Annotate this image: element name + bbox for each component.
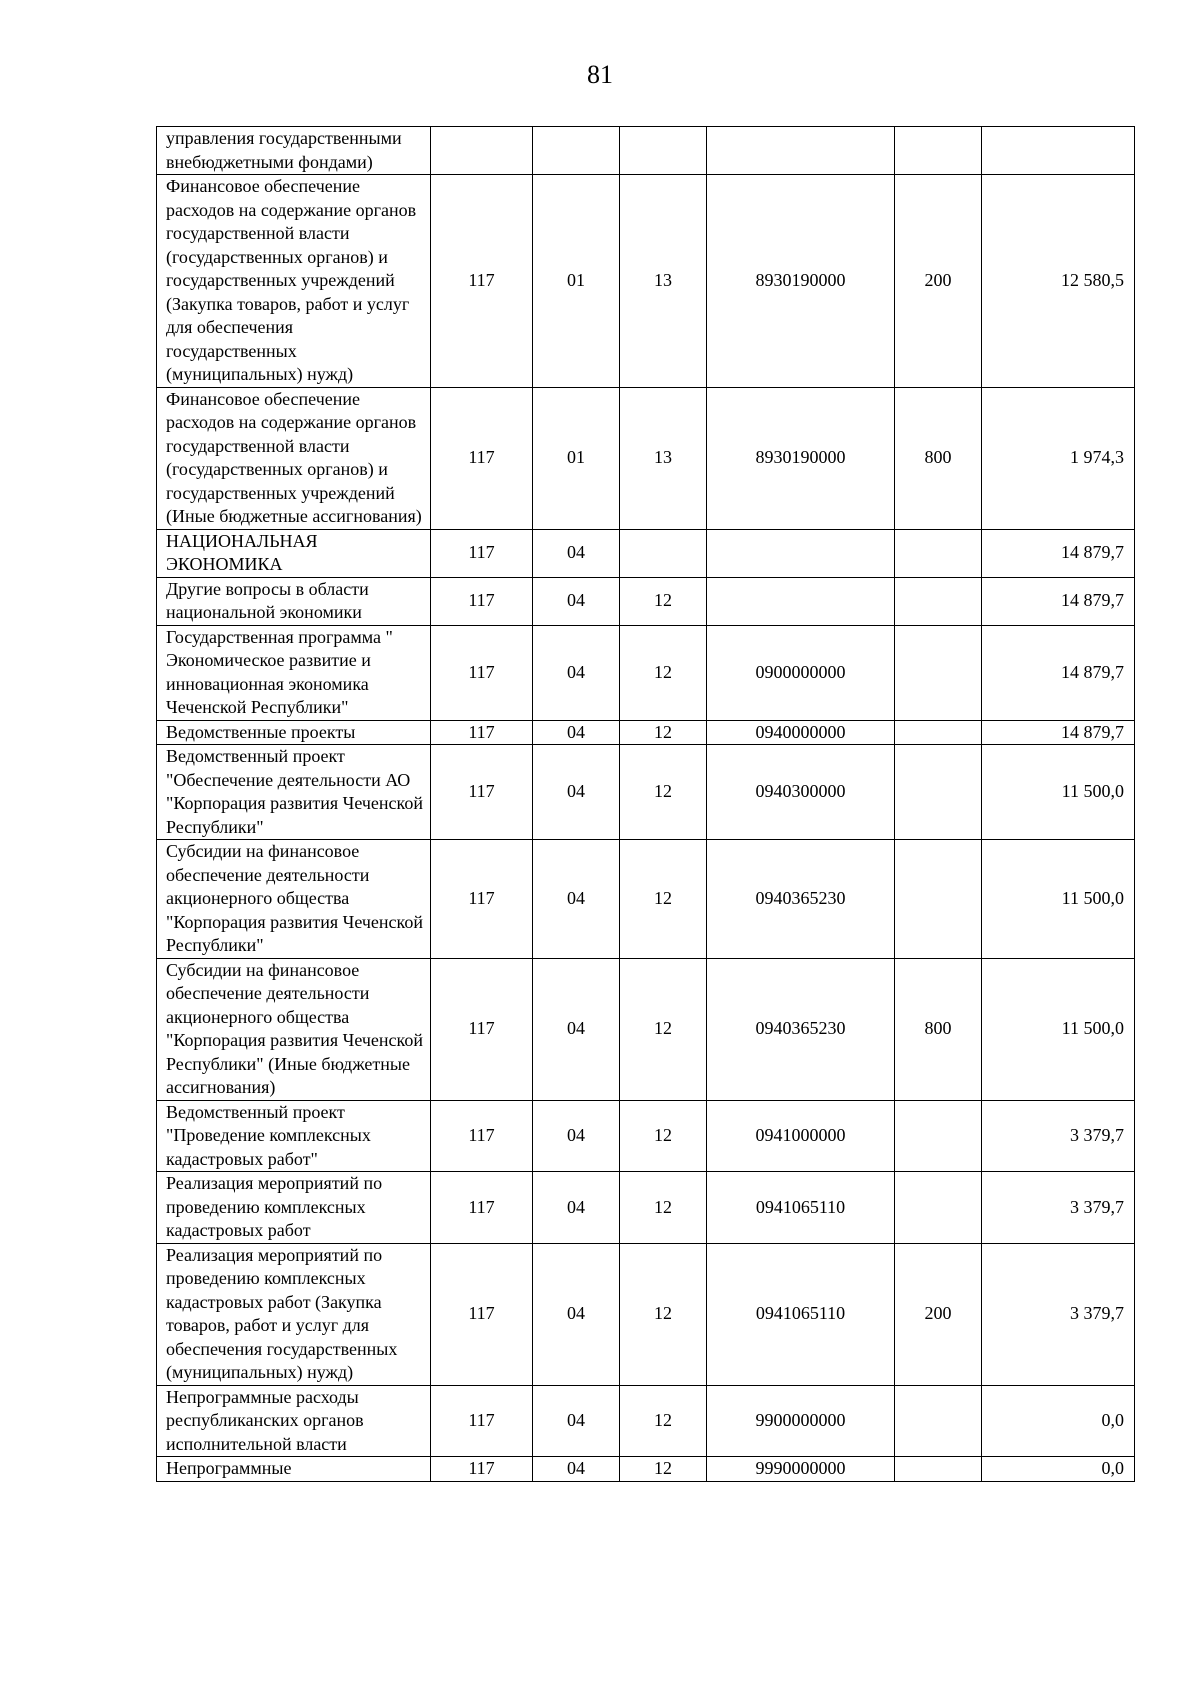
row-grbs-cell: 117 — [431, 1172, 533, 1244]
row-subsection-cell: 12 — [620, 720, 707, 745]
row-name-cell: Ведомственные проекты — [157, 720, 431, 745]
table-row — [157, 958, 1135, 1100]
row-name-cell: Субсидии на финансовое обеспечение деятельности акционерного общества "Корпорация развития Чеченской Республики" — [157, 840, 431, 959]
row-subsection-cell: 12 — [620, 1243, 707, 1385]
row-expense-type-cell — [895, 1172, 982, 1244]
row-section-cell: 04 — [533, 840, 620, 959]
row-target-article-cell: 8930190000 — [707, 387, 895, 529]
page-number: 81 — [587, 60, 613, 89]
row-amount-cell: 11 500,0 — [982, 958, 1135, 1100]
row-name-cell: управления государственными внебюджетными фондами) — [157, 127, 431, 175]
row-expense-type-cell: 200 — [895, 175, 982, 388]
row-grbs-cell: 117 — [431, 625, 533, 720]
table-row — [157, 1172, 1135, 1244]
row-amount-cell: 3 379,7 — [982, 1100, 1135, 1172]
row-name-cell: Финансовое обеспечение расходов на содержание органов государственной власти (государственных органов) и государственных учреждений (Иные бюджетные ассигнования) — [157, 387, 431, 529]
row-expense-type-cell: 200 — [895, 1243, 982, 1385]
row-expense-type-cell: 800 — [895, 387, 982, 529]
table-row — [157, 577, 1135, 625]
row-amount-cell — [982, 127, 1135, 175]
row-subsection-cell: 12 — [620, 958, 707, 1100]
budget-table — [156, 126, 1135, 1482]
row-target-article-cell: 0941000000 — [707, 1100, 895, 1172]
budget-table-body — [157, 127, 1135, 1482]
row-amount-cell: 11 500,0 — [982, 840, 1135, 959]
row-section-cell: 04 — [533, 1100, 620, 1172]
table-row — [157, 175, 1135, 388]
row-name-cell: Реализация мероприятий по проведению комплексных кадастровых работ (Закупка товаров, работ и услуг для обеспечения государственных (муниципальных) нужд) — [157, 1243, 431, 1385]
row-target-article-cell: 0941065110 — [707, 1243, 895, 1385]
row-expense-type-cell — [895, 529, 982, 577]
row-section-cell: 04 — [533, 625, 620, 720]
row-name-cell: Ведомственный проект "Обеспечение деятельности АО "Корпорация развития Чеченской Республики" — [157, 745, 431, 840]
row-name-cell: Реализация мероприятий по проведению комплексных кадастровых работ — [157, 1172, 431, 1244]
row-name-cell: Непрограммные расходы республиканских органов исполнительной власти — [157, 1385, 431, 1457]
row-grbs-cell: 117 — [431, 1385, 533, 1457]
row-expense-type-cell — [895, 1385, 982, 1457]
row-grbs-cell: 117 — [431, 387, 533, 529]
row-subsection-cell: 12 — [620, 840, 707, 959]
row-target-article-cell — [707, 127, 895, 175]
row-target-article-cell: 9990000000 — [707, 1457, 895, 1482]
row-section-cell: 04 — [533, 529, 620, 577]
row-amount-cell: 14 879,7 — [982, 529, 1135, 577]
row-name-cell: Субсидии на финансовое обеспечение деятельности акционерного общества "Корпорация развития Чеченской Республики" (Иные бюджетные ассигнования) — [157, 958, 431, 1100]
row-expense-type-cell — [895, 720, 982, 745]
table-row — [157, 720, 1135, 745]
row-section-cell — [533, 127, 620, 175]
row-subsection-cell — [620, 127, 707, 175]
row-grbs-cell: 117 — [431, 529, 533, 577]
row-subsection-cell: 13 — [620, 175, 707, 388]
row-target-article-cell: 0940365230 — [707, 958, 895, 1100]
row-target-article-cell: 0940300000 — [707, 745, 895, 840]
row-target-article-cell: 0940000000 — [707, 720, 895, 745]
row-expense-type-cell — [895, 127, 982, 175]
table-row — [157, 1385, 1135, 1457]
row-amount-cell: 0,0 — [982, 1385, 1135, 1457]
row-section-cell: 01 — [533, 175, 620, 388]
row-target-article-cell: 0900000000 — [707, 625, 895, 720]
row-target-article-cell: 8930190000 — [707, 175, 895, 388]
row-name-cell: Непрограммные — [157, 1457, 431, 1482]
row-subsection-cell: 12 — [620, 745, 707, 840]
table-row — [157, 1457, 1135, 1482]
row-expense-type-cell — [895, 577, 982, 625]
row-name-cell: Ведомственный проект "Проведение комплексных кадастровых работ" — [157, 1100, 431, 1172]
row-section-cell: 04 — [533, 958, 620, 1100]
row-subsection-cell: 13 — [620, 387, 707, 529]
row-subsection-cell: 12 — [620, 1172, 707, 1244]
table-row — [157, 529, 1135, 577]
row-target-article-cell: 0941065110 — [707, 1172, 895, 1244]
row-amount-cell: 14 879,7 — [982, 577, 1135, 625]
row-section-cell: 04 — [533, 1385, 620, 1457]
row-expense-type-cell — [895, 745, 982, 840]
row-grbs-cell: 117 — [431, 577, 533, 625]
row-expense-type-cell — [895, 840, 982, 959]
row-grbs-cell: 117 — [431, 720, 533, 745]
row-subsection-cell — [620, 529, 707, 577]
row-subsection-cell: 12 — [620, 577, 707, 625]
row-amount-cell: 12 580,5 — [982, 175, 1135, 388]
row-expense-type-cell — [895, 1100, 982, 1172]
table-row — [157, 1100, 1135, 1172]
row-grbs-cell: 117 — [431, 840, 533, 959]
row-name-cell: НАЦИОНАЛЬНАЯ ЭКОНОМИКА — [157, 529, 431, 577]
row-name-cell: Финансовое обеспечение расходов на содержание органов государственной власти (государственных органов) и государственных учреждений (Закупка товаров, работ и услуг для обеспечения государственных (муниципальных) нужд) — [157, 175, 431, 388]
table-row — [157, 840, 1135, 959]
row-amount-cell: 3 379,7 — [982, 1172, 1135, 1244]
row-name-cell: Другие вопросы в области национальной экономики — [157, 577, 431, 625]
row-grbs-cell: 117 — [431, 1457, 533, 1482]
table-row — [157, 127, 1135, 175]
row-grbs-cell: 117 — [431, 958, 533, 1100]
row-amount-cell: 3 379,7 — [982, 1243, 1135, 1385]
row-target-article-cell: 9900000000 — [707, 1385, 895, 1457]
table-row — [157, 625, 1135, 720]
row-grbs-cell: 117 — [431, 1243, 533, 1385]
row-grbs-cell — [431, 127, 533, 175]
row-grbs-cell: 117 — [431, 1100, 533, 1172]
row-amount-cell: 11 500,0 — [982, 745, 1135, 840]
row-amount-cell: 14 879,7 — [982, 720, 1135, 745]
row-section-cell: 04 — [533, 720, 620, 745]
row-amount-cell: 1 974,3 — [982, 387, 1135, 529]
row-subsection-cell: 12 — [620, 625, 707, 720]
row-amount-cell: 0,0 — [982, 1457, 1135, 1482]
row-subsection-cell: 12 — [620, 1385, 707, 1457]
row-name-cell: Государственная программа " Экономическое развитие и инновационная экономика Чеченской Республики" — [157, 625, 431, 720]
row-section-cell: 04 — [533, 577, 620, 625]
row-grbs-cell: 117 — [431, 745, 533, 840]
row-section-cell: 04 — [533, 1243, 620, 1385]
table-row — [157, 1243, 1135, 1385]
row-target-article-cell — [707, 529, 895, 577]
row-section-cell: 04 — [533, 1172, 620, 1244]
row-section-cell: 01 — [533, 387, 620, 529]
row-subsection-cell: 12 — [620, 1100, 707, 1172]
row-expense-type-cell: 800 — [895, 958, 982, 1100]
row-target-article-cell — [707, 577, 895, 625]
row-target-article-cell: 0940365230 — [707, 840, 895, 959]
row-section-cell: 04 — [533, 745, 620, 840]
row-subsection-cell: 12 — [620, 1457, 707, 1482]
row-expense-type-cell — [895, 625, 982, 720]
row-grbs-cell: 117 — [431, 175, 533, 388]
table-row — [157, 745, 1135, 840]
row-expense-type-cell — [895, 1457, 982, 1482]
row-section-cell: 04 — [533, 1457, 620, 1482]
row-amount-cell: 14 879,7 — [982, 625, 1135, 720]
table-row — [157, 387, 1135, 529]
